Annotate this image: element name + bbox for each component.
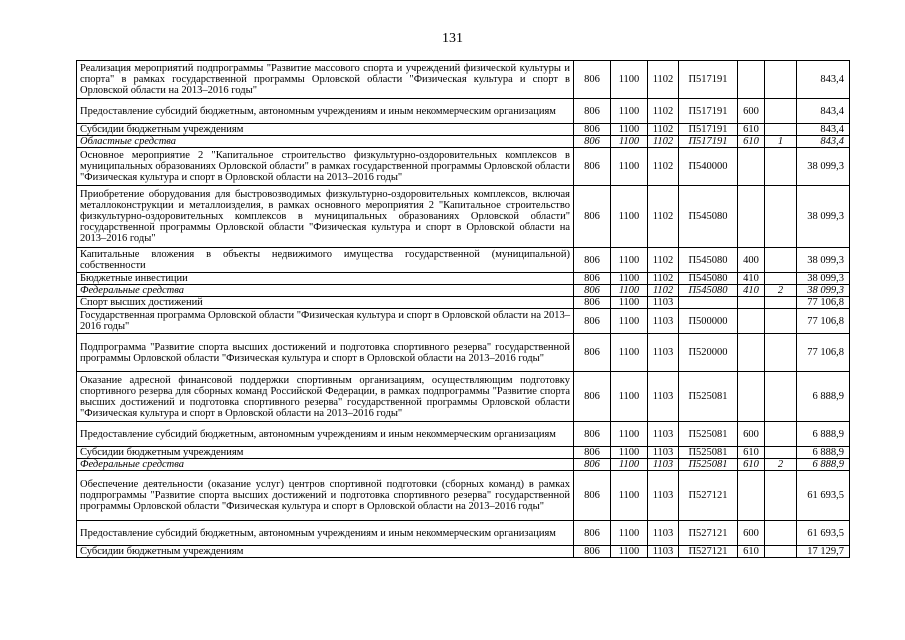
cell-amount: 843,4 [797,61,850,99]
cell-section-code: 1100 [611,546,648,558]
cell-subsection-code: 1103 [648,309,679,334]
cell-amount: 843,4 [797,99,850,124]
cell-subsection-code: 1102 [648,186,679,248]
cell-subsection-code: 1103 [648,334,679,372]
cell-grbs-code: 806 [574,447,611,459]
cell-grbs-code: 806 [574,273,611,285]
table-row [77,136,850,148]
cell-description: Обеспечение деятельности (оказание услуг) центров спортивной подготовки (сборных команд) в рамках подпрограммы "Развитие спорта высших достижений и подготовка спортивного резерва" государственной программы Орловской области "Физическая культура и спорт в Орловской области на 2013–2016 годы" [77,471,574,521]
cell-expense-type: 610 [738,546,765,558]
cell-section-code: 1100 [611,124,648,136]
cell-description: Подпрограмма "Развитие спорта высших достижений и подготовка спортивного резерва" государственной программы Орловской области "Физическая культура и спорт в Орловской области на 2013–2016 годы" [77,334,574,372]
cell-amount: 61 693,5 [797,471,850,521]
cell-target-article: П525081 [679,422,738,447]
cell-funding-source [765,124,797,136]
cell-target-article: П527121 [679,546,738,558]
cell-subsection-code: 1103 [648,422,679,447]
cell-section-code: 1100 [611,447,648,459]
table-row [77,447,850,459]
cell-section-code: 1100 [611,285,648,297]
cell-target-article: П520000 [679,334,738,372]
cell-expense-type: 410 [738,273,765,285]
cell-expense-type [738,297,765,309]
cell-description: Субсидии бюджетным учреждениям [77,447,574,459]
cell-funding-source [765,372,797,422]
cell-amount: 843,4 [797,136,850,148]
cell-expense-type: 410 [738,285,765,297]
cell-description: Основное мероприятие 2 "Капитальное строительство физкультурно-оздоровительных комплексов в муниципальных образованиях Орловской области" в рамках государственной программы Орловской области "Физическая культура и спорт в Орловской области на 2013–2016 годы" [77,148,574,186]
table-row [77,546,850,558]
table-row [77,471,850,521]
cell-target-article: П517191 [679,99,738,124]
cell-expense-type: 600 [738,99,765,124]
cell-subsection-code: 1103 [648,447,679,459]
cell-subsection-code: 1103 [648,521,679,546]
table-row [77,297,850,309]
cell-subsection-code: 1102 [648,248,679,273]
table-row [77,273,850,285]
cell-funding-source: 2 [765,459,797,471]
cell-description: Предоставление субсидий бюджетным, автономным учреждениям и иным некоммерческим организациям [77,422,574,447]
cell-amount: 17 129,7 [797,546,850,558]
cell-funding-source [765,148,797,186]
cell-subsection-code: 1102 [648,148,679,186]
cell-subsection-code: 1103 [648,297,679,309]
cell-target-article: П525081 [679,372,738,422]
cell-subsection-code: 1102 [648,99,679,124]
cell-subsection-code: 1102 [648,136,679,148]
cell-description: Федеральные средства [77,285,574,297]
cell-funding-source [765,99,797,124]
table-row [77,459,850,471]
cell-expense-type [738,148,765,186]
table-row [77,372,850,422]
cell-target-article: П527121 [679,521,738,546]
cell-description: Предоставление субсидий бюджетным, автономным учреждениям и иным некоммерческим организациям [77,99,574,124]
table-row [77,148,850,186]
cell-funding-source: 1 [765,136,797,148]
cell-section-code: 1100 [611,372,648,422]
cell-amount: 38 099,3 [797,148,850,186]
table-row [77,309,850,334]
cell-funding-source [765,546,797,558]
cell-section-code: 1100 [611,99,648,124]
cell-grbs-code: 806 [574,148,611,186]
cell-expense-type [738,309,765,334]
table-row [77,61,850,99]
cell-section-code: 1100 [611,61,648,99]
cell-section-code: 1100 [611,148,648,186]
cell-target-article: П527121 [679,471,738,521]
cell-funding-source [765,309,797,334]
cell-expense-type [738,334,765,372]
cell-description: Приобретение оборудования для быстровозводимых физкультурно-оздоровительных комплексов, включая металлоконструкции и металлоизделия, в рамках основного мероприятия 2 "Капитальное строительство физкультурно-оздоровительных комплексов в муниципальных образованиях Орловской области" государственной программы Орловской области "Физическая культура и спорт в Орловской области на 2013–2016 годы" [77,186,574,248]
cell-funding-source [765,334,797,372]
cell-section-code: 1100 [611,273,648,285]
cell-section-code: 1100 [611,248,648,273]
cell-target-article: П540000 [679,148,738,186]
cell-section-code: 1100 [611,309,648,334]
cell-funding-source [765,422,797,447]
cell-funding-source [765,471,797,521]
cell-section-code: 1100 [611,186,648,248]
cell-expense-type: 600 [738,422,765,447]
cell-section-code: 1100 [611,297,648,309]
cell-section-code: 1100 [611,471,648,521]
cell-description: Предоставление субсидий бюджетным, автономным учреждениям и иным некоммерческим организациям [77,521,574,546]
cell-section-code: 1100 [611,334,648,372]
cell-target-article: П517191 [679,124,738,136]
table-row [77,248,850,273]
cell-amount: 38 099,3 [797,273,850,285]
cell-subsection-code: 1103 [648,459,679,471]
cell-target-article: П525081 [679,459,738,471]
cell-expense-type [738,186,765,248]
table-row [77,521,850,546]
cell-target-article: П500000 [679,309,738,334]
cell-subsection-code: 1102 [648,273,679,285]
cell-expense-type: 610 [738,136,765,148]
cell-section-code: 1100 [611,521,648,546]
cell-expense-type [738,61,765,99]
cell-subsection-code: 1103 [648,546,679,558]
cell-target-article: П545080 [679,248,738,273]
cell-grbs-code: 806 [574,248,611,273]
cell-subsection-code: 1102 [648,124,679,136]
cell-grbs-code: 806 [574,422,611,447]
cell-description: Субсидии бюджетным учреждениям [77,546,574,558]
cell-description: Государственная программа Орловской области "Физическая культура и спорт в Орловской области на 2013–2016 годы" [77,309,574,334]
cell-section-code: 1100 [611,459,648,471]
cell-funding-source [765,248,797,273]
cell-grbs-code: 806 [574,186,611,248]
cell-grbs-code: 806 [574,297,611,309]
cell-funding-source [765,273,797,285]
cell-description: Спорт высших достижений [77,297,574,309]
cell-subsection-code: 1103 [648,471,679,521]
cell-funding-source [765,447,797,459]
cell-amount: 843,4 [797,124,850,136]
cell-target-article: П545080 [679,285,738,297]
cell-expense-type: 600 [738,521,765,546]
cell-grbs-code: 806 [574,61,611,99]
cell-description: Федеральные средства [77,459,574,471]
cell-funding-source [765,521,797,546]
cell-expense-type: 610 [738,124,765,136]
cell-expense-type [738,471,765,521]
cell-description: Капитальные вложения в объекты недвижимого имущества государственной (муниципальной) собственности [77,248,574,273]
cell-section-code: 1100 [611,136,648,148]
cell-grbs-code: 806 [574,521,611,546]
cell-funding-source [765,186,797,248]
table-row [77,422,850,447]
cell-grbs-code: 806 [574,546,611,558]
cell-grbs-code: 806 [574,372,611,422]
cell-expense-type: 400 [738,248,765,273]
cell-amount: 6 888,9 [797,459,850,471]
cell-expense-type: 610 [738,459,765,471]
table-row [77,285,850,297]
cell-expense-type: 610 [738,447,765,459]
cell-description: Оказание адресной финансовой поддержки спортивным организациям, осуществляющим подготовку спортивного резерва для сборных команд Российской Федерации, в рамках подпрограммы "Развитие спорта высших достижений и подготовка спортивного резерва" государственной программы Орловской области "Физическая культура и спорт в Орловской области на 2013–2016 годы" [77,372,574,422]
cell-grbs-code: 806 [574,334,611,372]
cell-target-article [679,297,738,309]
cell-description: Областные средства [77,136,574,148]
cell-amount: 38 099,3 [797,248,850,273]
cell-amount: 61 693,5 [797,521,850,546]
cell-funding-source: 2 [765,285,797,297]
cell-target-article: П545080 [679,273,738,285]
table-body [77,61,850,558]
cell-subsection-code: 1103 [648,372,679,422]
cell-grbs-code: 806 [574,459,611,471]
cell-amount: 38 099,3 [797,186,850,248]
cell-amount: 6 888,9 [797,422,850,447]
cell-grbs-code: 806 [574,471,611,521]
cell-amount: 6 888,9 [797,447,850,459]
table-row [77,124,850,136]
table-row [77,334,850,372]
page-number: 131 [442,31,463,46]
cell-target-article: П517191 [679,136,738,148]
cell-description: Субсидии бюджетным учреждениям [77,124,574,136]
cell-amount: 77 106,8 [797,334,850,372]
cell-amount: 77 106,8 [797,297,850,309]
cell-grbs-code: 806 [574,309,611,334]
cell-description: Бюджетные инвестиции [77,273,574,285]
table-row [77,186,850,248]
cell-funding-source [765,297,797,309]
cell-amount: 38 099,3 [797,285,850,297]
cell-grbs-code: 806 [574,99,611,124]
cell-grbs-code: 806 [574,136,611,148]
cell-expense-type [738,372,765,422]
cell-description: Реализация мероприятий подпрограммы "Развитие массового спорта и учреждений физической культуры и спорта" в рамках государственной программы Орловской области "Физическая культура и спорт в Орловской области на 2013–2016 годы" [77,61,574,99]
cell-target-article: П545080 [679,186,738,248]
cell-section-code: 1100 [611,422,648,447]
cell-subsection-code: 1102 [648,285,679,297]
cell-subsection-code: 1102 [648,61,679,99]
cell-target-article: П525081 [679,447,738,459]
cell-target-article: П517191 [679,61,738,99]
cell-grbs-code: 806 [574,124,611,136]
cell-amount: 6 888,9 [797,372,850,422]
table-row [77,99,850,124]
cell-grbs-code: 806 [574,285,611,297]
budget-table [76,60,850,558]
cell-amount: 77 106,8 [797,309,850,334]
cell-funding-source [765,61,797,99]
